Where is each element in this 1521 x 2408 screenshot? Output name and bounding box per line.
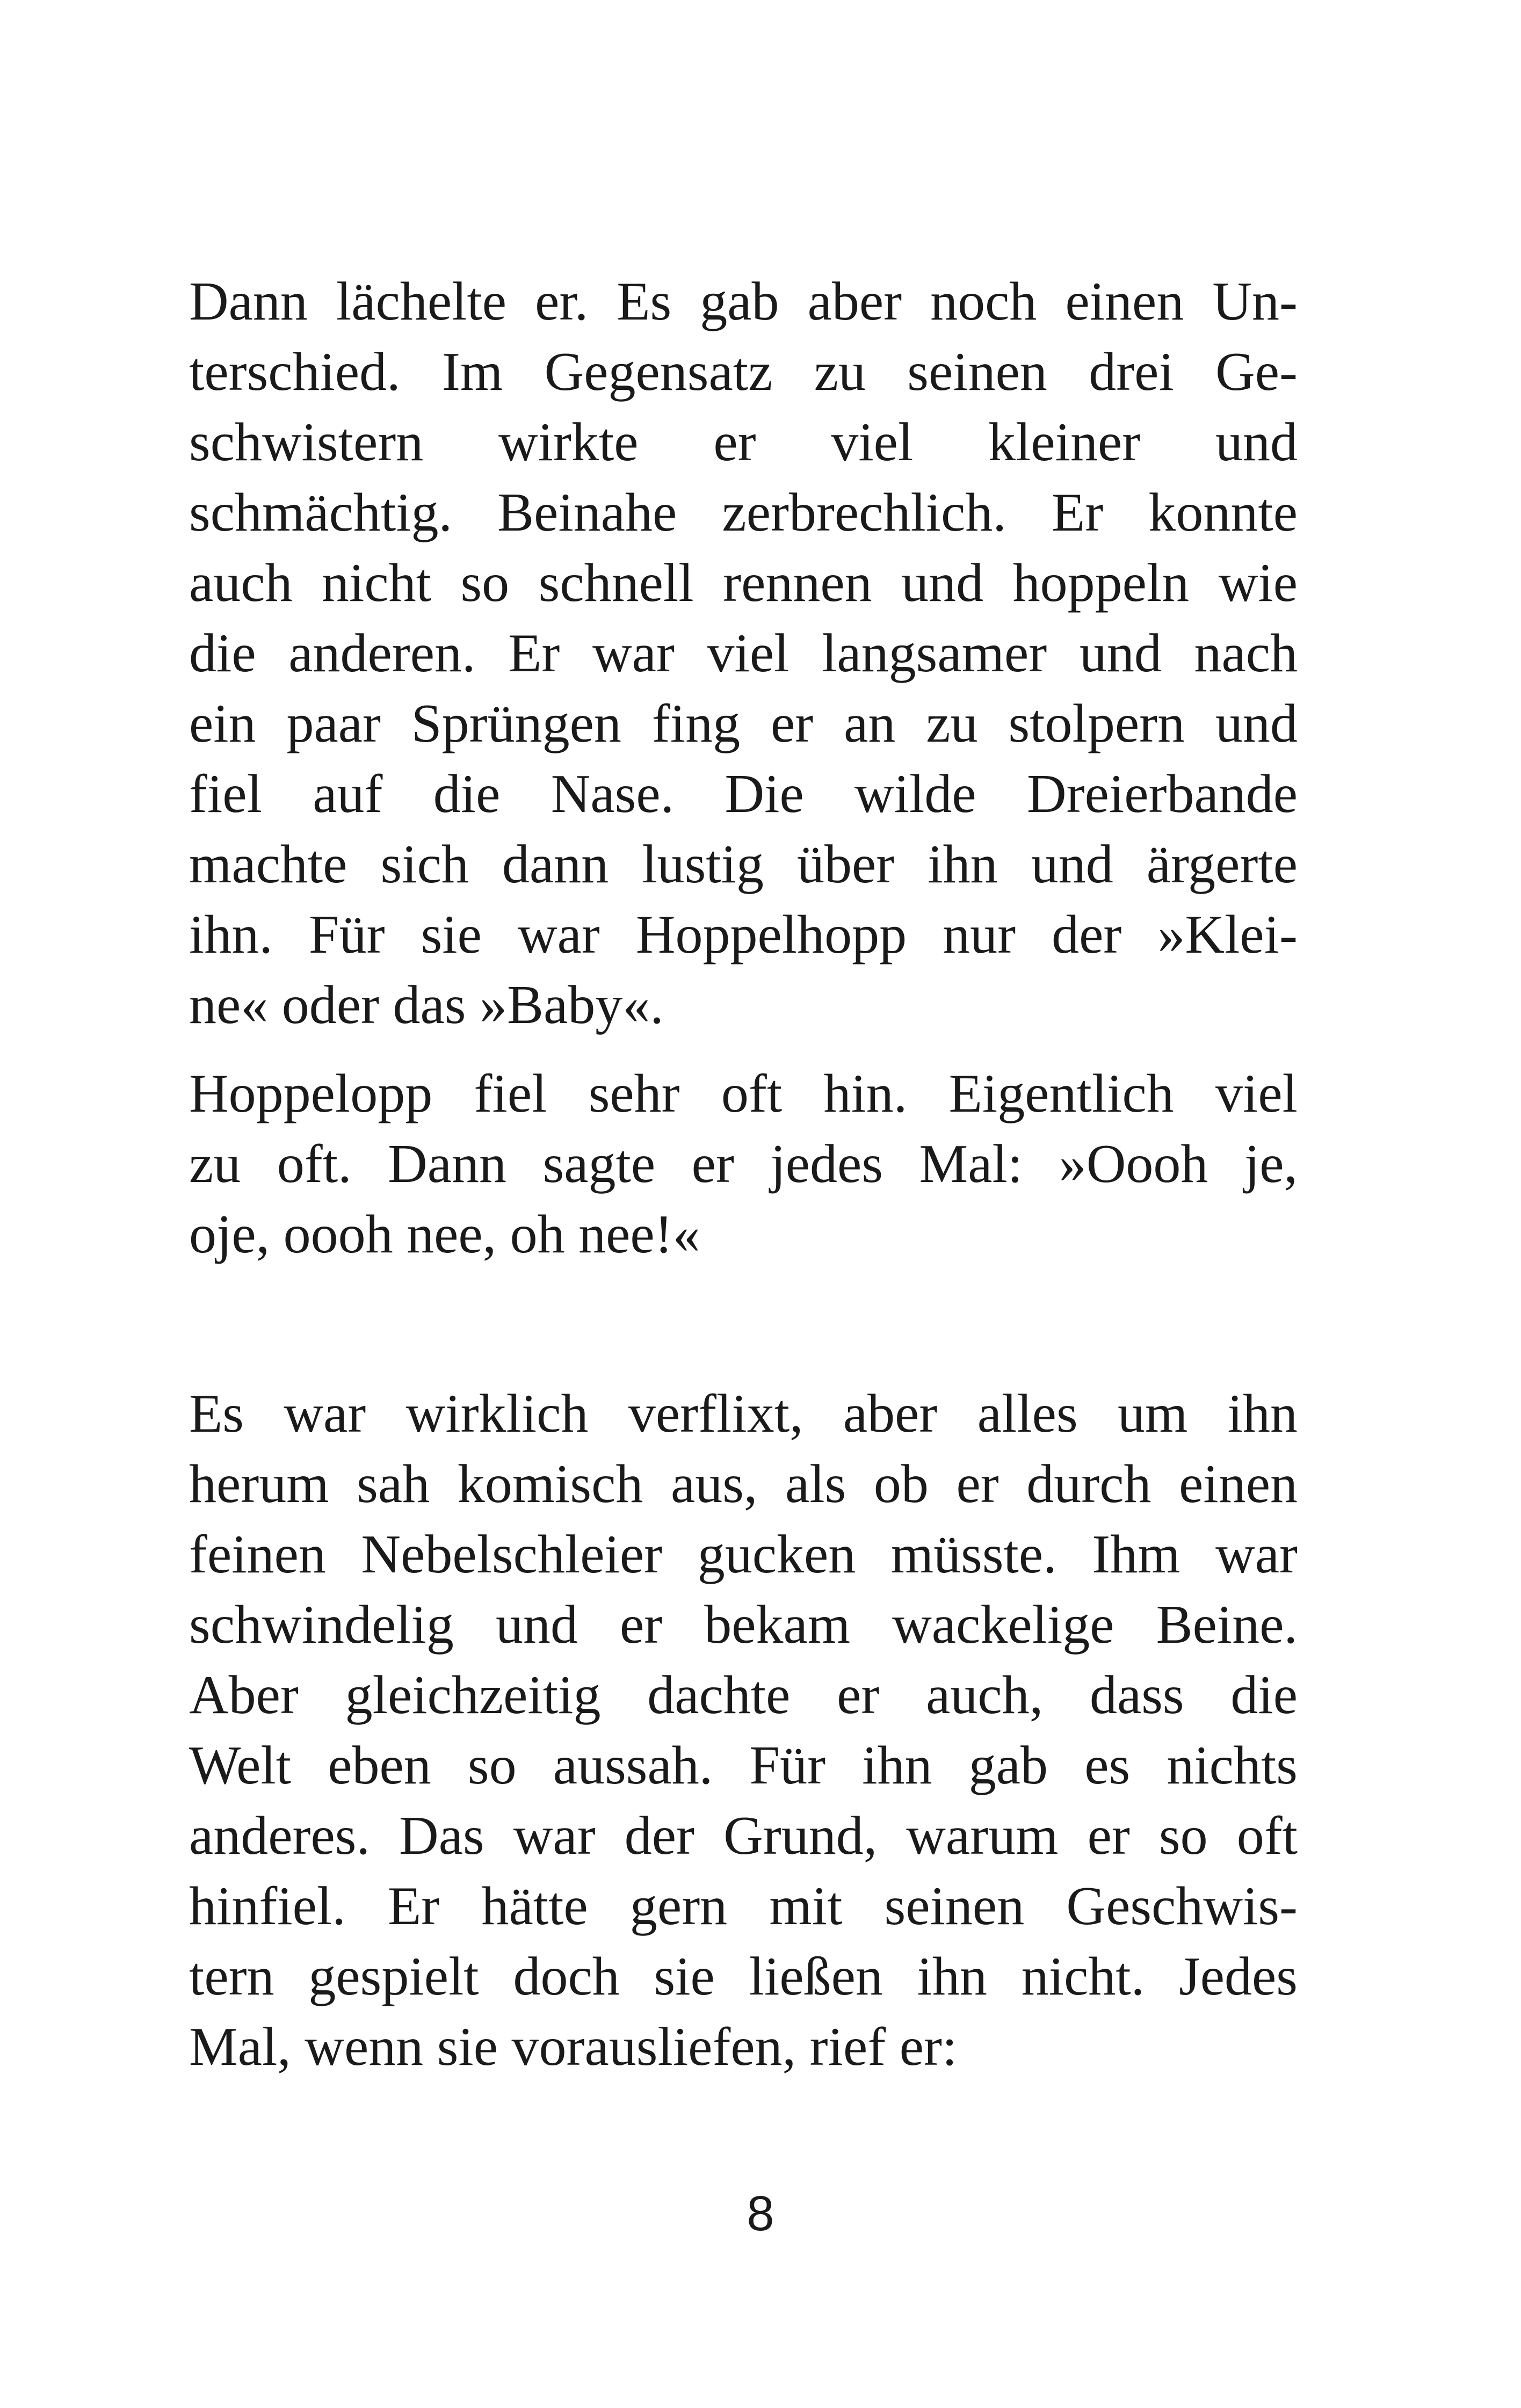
text-line: machte sich dann lustig über ihn und ärgerte [189, 834, 1298, 895]
text-line: zu oft. Dann sagte er jedes Mal: »Oooh je, [189, 1134, 1298, 1194]
paragraph [189, 266, 1298, 1040]
page-number: 8 [747, 2186, 774, 2241]
text-line: schmächtig. Beinahe zerbrechlich. Er konnte [189, 482, 1298, 543]
text-line: die anderen. Er war viel langsamer und nach [189, 623, 1298, 684]
text-line: auch nicht so schnell rennen und hoppeln wie [189, 553, 1298, 613]
text-line: Welt eben so aussah. Für ihn gab es nichts [189, 1735, 1298, 1796]
text-line: anderes. Das war der Grund, warum er so oft [189, 1805, 1298, 1866]
text-line: feinen Nebelschleier gucken müsste. Ihm war [189, 1524, 1298, 1585]
text-line: Hoppelopp fiel sehr oft hin. Eigentlich viel [189, 1063, 1298, 1124]
text-line: ne« oder das »Baby«. [189, 975, 664, 1035]
text-line: Es war wirklich verflixt, aber alles um ihn [189, 1383, 1298, 1444]
text-line: tern gespielt doch sie ließen ihn nicht. Jedes [189, 1946, 1298, 2007]
paragraph [189, 1058, 1298, 1270]
text-line: oje, oooh nee, oh nee!« [189, 1204, 700, 1265]
text-line: Aber gleichzeitig dachte er auch, dass die [189, 1665, 1298, 1725]
text-line: hinfiel. Er hätte gern mit seinen Geschwis- [189, 1876, 1298, 1936]
text-line: schwistern wirkte er viel kleiner und [189, 412, 1298, 473]
text-line: ein paar Sprüngen fing er an zu stolpern und [189, 693, 1298, 754]
text-line: ihn. Für sie war Hoppelhopp nur der »Klei- [189, 904, 1298, 965]
text-line: terschied. Im Gegensatz zu seinen drei Ge- [189, 342, 1298, 402]
text-line: herum sah komisch aus, als ob er durch einen [189, 1454, 1298, 1514]
text-line: fiel auf die Nase. Die wilde Dreierbande [189, 764, 1298, 824]
text-line: Dann lächelte er. Es gab aber noch einen Un- [189, 271, 1298, 332]
text-line: Mal, wenn sie vorausliefen, rief er: [189, 2017, 958, 2077]
paragraph [189, 1379, 1298, 2082]
text-line: schwindelig und er bekam wackelige Beine. [189, 1594, 1298, 1655]
